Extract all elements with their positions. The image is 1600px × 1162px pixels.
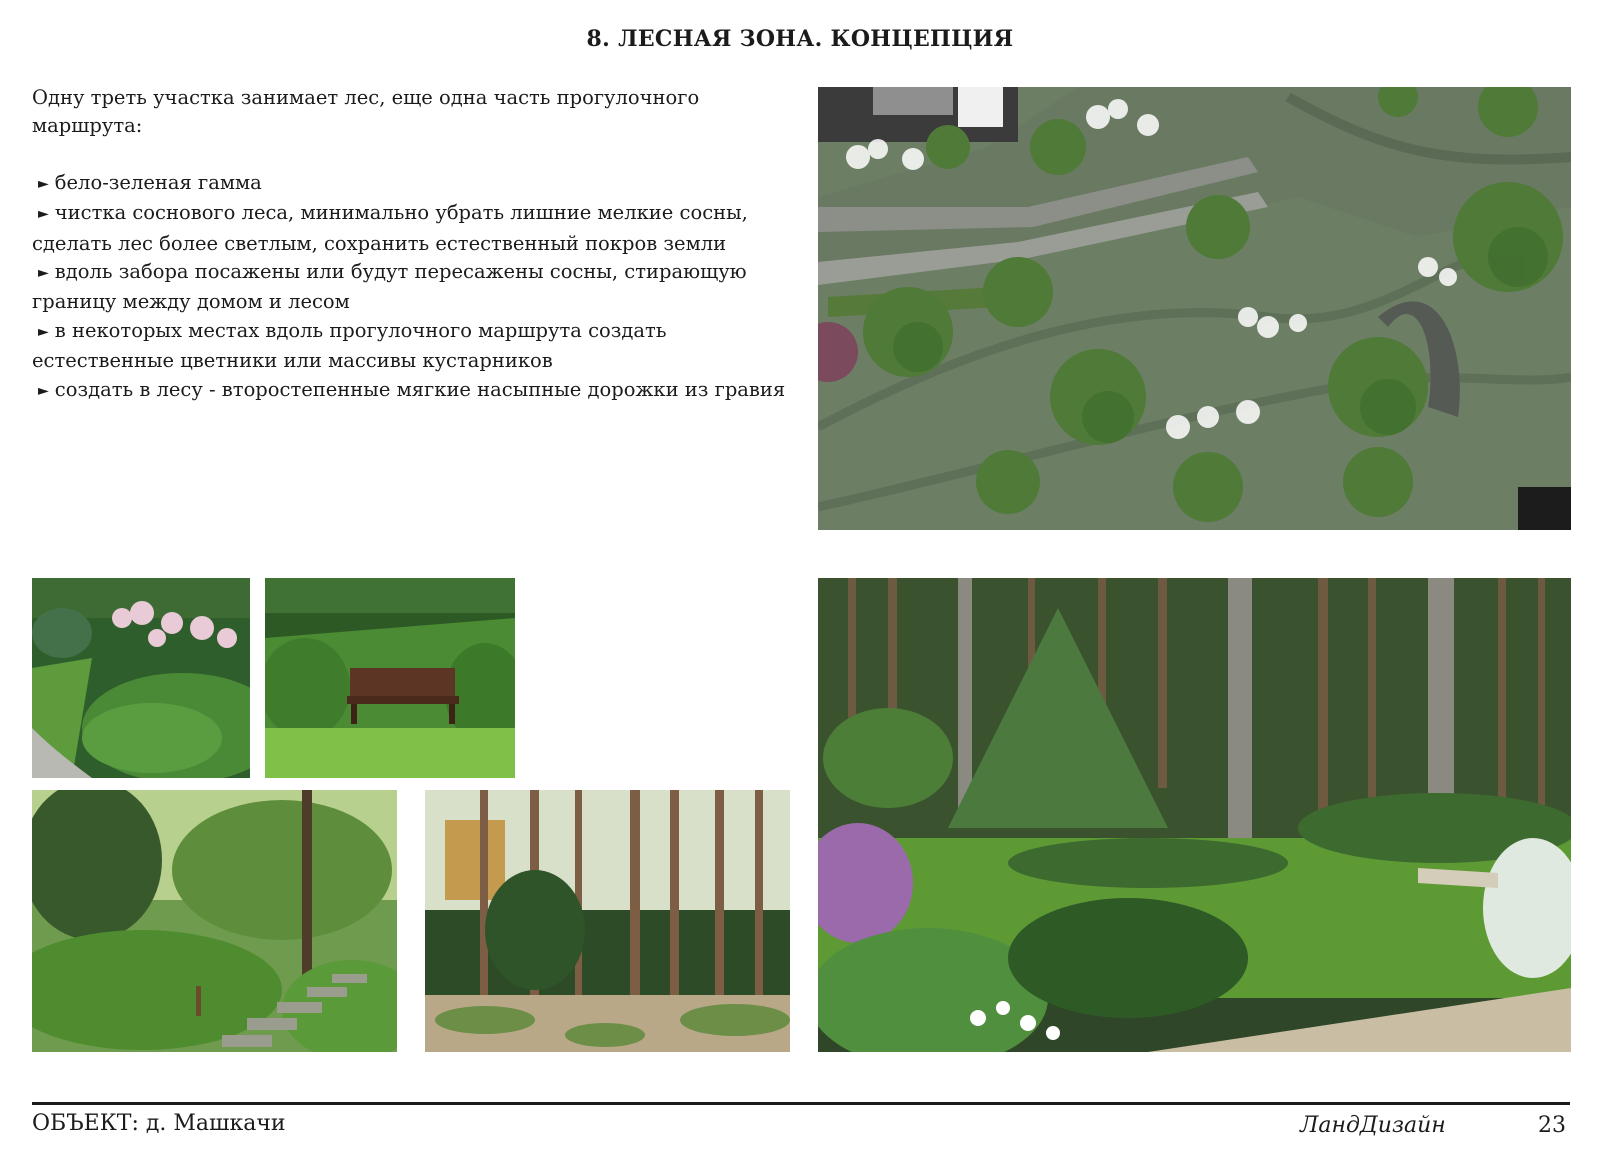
photo-bench-hedge: [265, 578, 515, 778]
concept-text: [32, 84, 792, 406]
photo-forest-garden: [818, 578, 1571, 1052]
bullet-marker-icon: ►: [38, 175, 49, 192]
aerial-render-svg: [818, 87, 1571, 530]
photo-astilbe-svg: [32, 578, 250, 778]
photo-astilbe-bed: [32, 578, 250, 778]
footer-brand: ЛандДизайн: [1300, 1113, 1446, 1138]
bullet-item: [32, 317, 792, 347]
photo-pine-svg: [425, 790, 790, 1052]
bullet-marker-icon: ►: [38, 382, 49, 399]
intro-text: Одну треть участка занимает лес, еще одна часть прогулочного маршрута:: [32, 86, 700, 138]
bullet-marker-icon: ►: [38, 323, 49, 340]
bullet-continuation: сделать лес более светлым, сохранить естественный покров земли: [32, 231, 727, 255]
page-number: 23: [1538, 1113, 1566, 1138]
photo-forest-garden-svg: [818, 578, 1571, 1052]
spacer: [32, 141, 792, 169]
bullet-text: создать в лесу - второстепенные мягкие насыпные дорожки из гравия: [54, 377, 786, 401]
bullet-item: [32, 199, 792, 229]
bullet-item: [32, 169, 792, 199]
bullet-item: [32, 376, 792, 406]
aerial-render-image: [818, 87, 1571, 530]
bullet-continuation: границу между домом и лесом: [32, 290, 350, 314]
photo-pine-gravel-path: [425, 790, 790, 1052]
bullet-marker-icon: ►: [38, 265, 49, 282]
photo-fern-svg: [32, 790, 397, 1052]
bullet-continuation: естественные цветники или массивы кустарников: [32, 349, 553, 373]
page-title: 8. ЛЕСНАЯ ЗОНА. КОНЦЕПЦИЯ: [586, 26, 1014, 52]
bullet-marker-icon: ►: [38, 206, 49, 223]
bullet-text: чистка соснового леса, минимально убрать лишние мелкие сосны,: [54, 201, 748, 225]
bullet-text: бело-зеленая гамма: [54, 170, 262, 194]
bullet-item: [32, 258, 792, 288]
concept-bullet-list: [32, 169, 792, 406]
bullet-text: вдоль забора посажены или будут пересажены сосны, стирающую: [54, 260, 747, 284]
photo-bench-svg: [265, 578, 515, 778]
bullet-text: в некоторых местах вдоль прогулочного маршрута создать: [54, 318, 667, 342]
footer-object-label: ОБЪЕКТ: д. Машкачи: [32, 1111, 286, 1136]
photo-fern-path: [32, 790, 397, 1052]
footer-divider: [32, 1102, 1570, 1105]
